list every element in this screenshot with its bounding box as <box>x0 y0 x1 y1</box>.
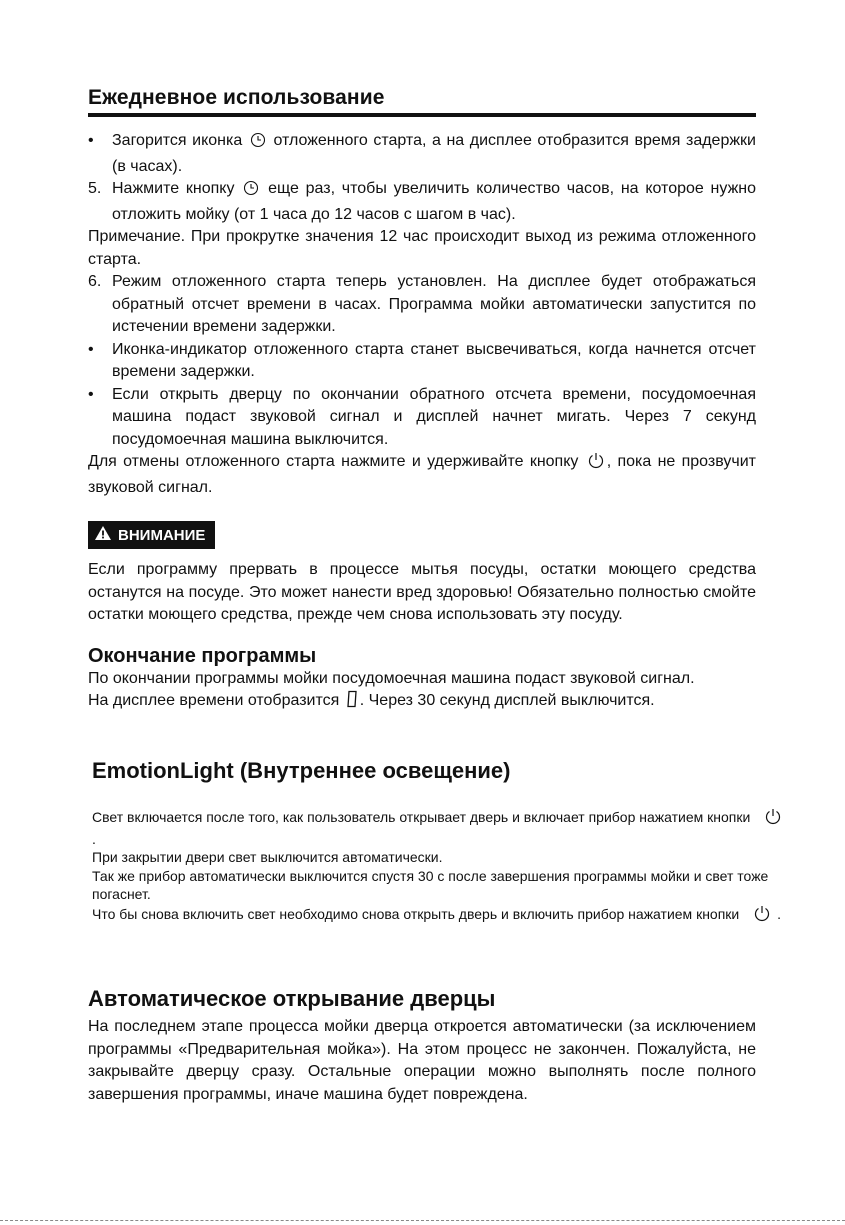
warning-label: ВНИМАНИЕ <box>118 526 206 544</box>
section-title: Окончание программы <box>88 644 317 667</box>
display-zero-icon <box>346 690 358 716</box>
program-end-section <box>88 645 756 716</box>
list-item-text: Режим отложенного старта теперь установлен. На дисплее будет отображаться обратный отсчет времени в часах. Программа мойки автоматически запустится по истечении времени задержки. <box>112 273 756 335</box>
list-marker: 5. <box>88 180 102 197</box>
list-item-text-after: отложенного старта, а на дисплее отобразится время задержки (в часах). <box>112 132 756 175</box>
program-end-text-before: На дисплее времени отобразится <box>88 692 340 709</box>
instruction-list-2 <box>88 271 756 451</box>
program-end-line1: По окончании программы мойки посудомоечная машина подаст звуковой сигнал. <box>88 669 695 687</box>
emotion-light-text <box>92 807 792 926</box>
auto-open-section <box>88 986 756 1106</box>
program-end-line2 <box>88 690 756 716</box>
main-content <box>88 86 756 716</box>
clock-icon <box>243 180 259 204</box>
program-end-text-after: . Через 30 секунд дисплей выключится. <box>359 692 655 709</box>
power-icon <box>764 807 782 830</box>
emotion-light-p4-before: Что бы снова включить свет необходимо снова открыть дверь и включить прибор нажатием кнопки <box>92 905 740 922</box>
list-marker: • <box>88 340 94 358</box>
cancel-instruction <box>88 451 756 499</box>
list-item-text-before: Нажмите кнопку <box>112 180 235 197</box>
emotion-light-p3: Так же прибор автоматически выключится спустя 30 с после завершения программы мойки и свет тоже погаснет. <box>92 867 769 902</box>
list-item-text-after: еще раз, чтобы увеличить количество часов, на которое нужно отложить мойку (от 1 часа до 12 часов с шагом в час). <box>112 180 757 223</box>
warning-text: Если программу прервать в процессе мытья посуды, остатки моющего средства останутся на посуде. Это может нанести вред здоровью! Обязательно полностью смойте остатки моющего средства, прежде чем снова использовать эту посуду. <box>88 561 756 623</box>
auto-open-text: На последнем этапе процесса мойки дверца откроется автоматически (за исключением программы «Предварительная мойка»). На этом процесс не закончен. Пожалуйста, не закрывайте дверцу сразу. Остальные операции можно выполнять после полного завершения программы, иначе машина будет повреждена. <box>88 1018 756 1103</box>
clock-icon <box>250 132 266 156</box>
power-icon <box>587 451 605 477</box>
list-marker: • <box>88 132 94 149</box>
emotion-light-section <box>92 758 792 926</box>
warning-badge <box>88 521 215 549</box>
note-text: Примечание. При прокрутке значения 12 час происходит выход из режима отложенного старта. <box>88 228 756 268</box>
cancel-text-after: , пока не прозвучит звуковой сигнал. <box>88 453 756 496</box>
list-marker: • <box>88 385 94 403</box>
emotion-light-p1 <box>92 807 792 848</box>
list-item-text: Если открыть дверцу по окончании обратного отсчета времени, посудомоечная машина подаст звуковой сигнал и дисплей начнет мигать. Через 7 секунд посудомоечная машина выключится. <box>112 385 756 448</box>
emotion-light-p2: При закрытии двери свет выключится автоматически. <box>92 849 443 865</box>
list-item-text-before: Загорится иконка <box>112 132 243 149</box>
emotion-light-p4-after: . <box>777 905 782 922</box>
list-item <box>88 130 756 178</box>
page-divider <box>0 1220 845 1221</box>
instruction-list <box>88 130 756 226</box>
page-title: Ежедневное использование <box>88 86 756 117</box>
warning-icon <box>94 525 112 545</box>
power-icon <box>753 904 771 927</box>
section-title: EmotionLight (Внутреннее освещение) <box>92 758 511 783</box>
list-item <box>88 178 756 226</box>
emotion-light-p1-before: Свет включается после того, как пользователь открывает дверь и включает прибор нажатием кнопки <box>92 809 751 825</box>
section-title: Автоматическое открывание дверцы <box>88 986 496 1011</box>
list-marker: 6. <box>88 273 102 290</box>
cancel-text-before: Для отмены отложенного старта нажмите и удерживайте кнопку <box>88 453 579 470</box>
emotion-light-p4 <box>92 904 792 927</box>
list-item-text: Иконка-индикатор отложенного старта станет высвечиваться, когда начнется отсчет времени задержки. <box>112 340 756 380</box>
list-item <box>88 339 756 384</box>
list-item <box>88 384 756 452</box>
list-item <box>88 271 756 339</box>
emotion-light-p1-after: . <box>92 830 96 847</box>
